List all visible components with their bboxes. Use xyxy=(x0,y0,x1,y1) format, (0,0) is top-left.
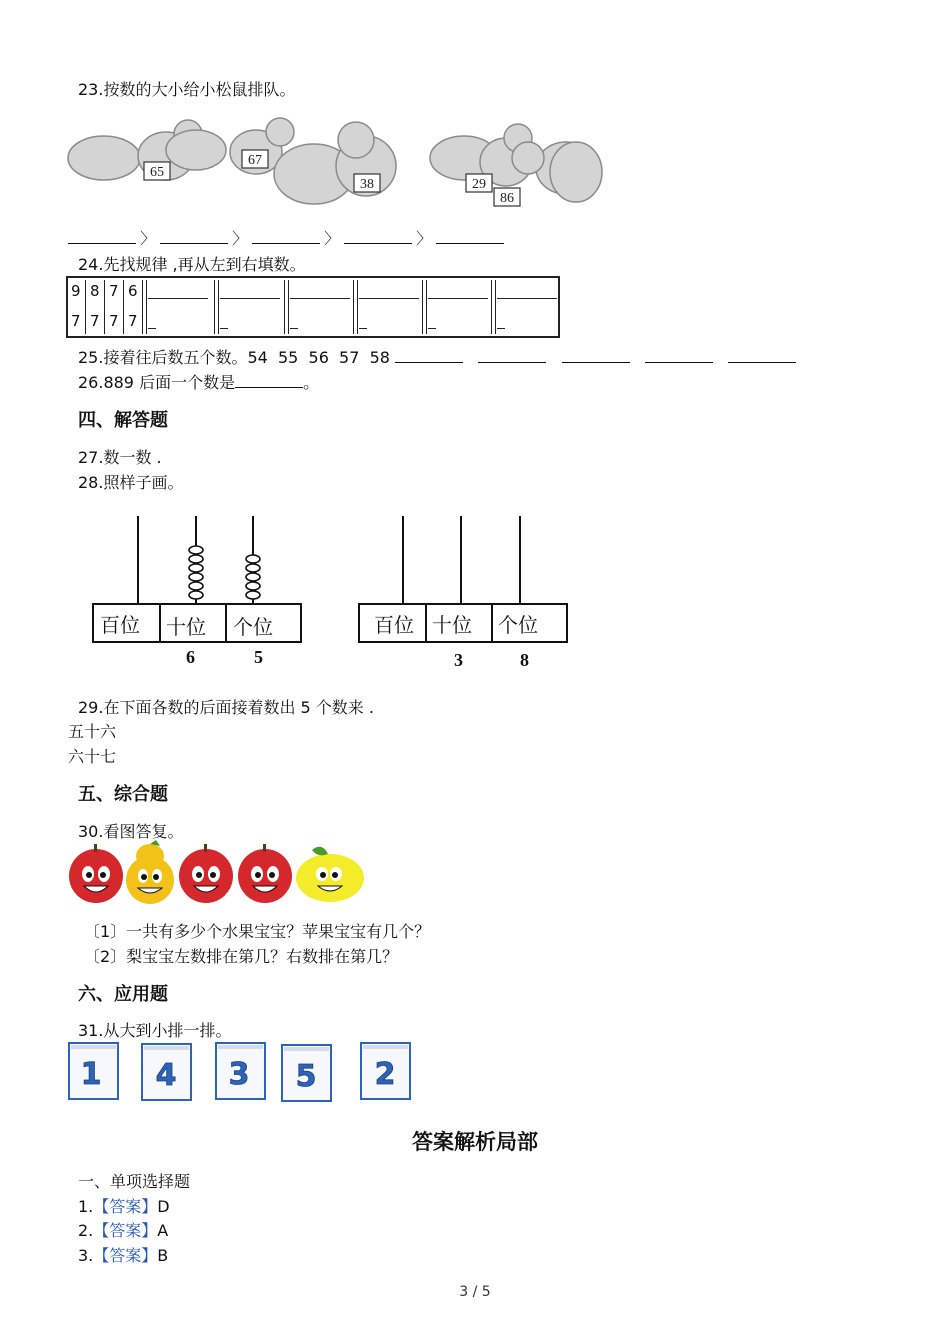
section-title: 六、应用题 xyxy=(78,984,168,1005)
squirrel-number: 86 xyxy=(500,191,514,206)
abacus-beads-tens xyxy=(189,546,203,599)
sequence-number: 54 xyxy=(247,348,268,367)
pattern-digit: 7 xyxy=(109,312,119,330)
pattern-blank[interactable] xyxy=(290,328,298,329)
answer-blank[interactable] xyxy=(436,229,504,244)
q29-item: 五十六 xyxy=(68,722,117,741)
apple-icon xyxy=(179,844,233,903)
number-card: 5 xyxy=(295,1059,317,1094)
squirrel-number: 65 xyxy=(150,165,164,180)
apple-icon xyxy=(238,844,292,903)
squirrel-illustration xyxy=(66,112,606,216)
place-label: 个位 xyxy=(498,613,538,637)
answer-blank[interactable] xyxy=(68,229,136,244)
answers-section: 一、单项选择题 xyxy=(78,1172,191,1191)
answer-blank[interactable] xyxy=(395,348,463,363)
answer-blank[interactable] xyxy=(645,348,713,363)
answer-blank[interactable] xyxy=(252,229,320,244)
pattern-digit: 7 xyxy=(128,312,138,330)
section-title: 五、综合题 xyxy=(78,784,168,805)
q23-title: 23.按数的大小给小松鼠排队。 xyxy=(78,80,296,99)
place-digit: 6 xyxy=(186,647,195,667)
pattern-blank[interactable] xyxy=(359,328,367,329)
answer-blank[interactable] xyxy=(235,373,303,388)
apple-icon xyxy=(69,844,123,903)
q23-answer-row: 〉 〉 〉 〉 xyxy=(68,226,504,249)
number-cards xyxy=(67,1040,417,1104)
place-digit: 8 xyxy=(520,650,529,670)
page-number: 3 / 5 xyxy=(459,1284,491,1300)
answer-item: 3.【答案】B xyxy=(78,1246,169,1265)
pattern-table xyxy=(66,276,560,338)
pattern-digit: 7 xyxy=(109,282,119,300)
q27-title: 27.数一数 . xyxy=(78,448,162,467)
q29-title: 29.在下面各数的后面接着数出 5 个数来 . xyxy=(78,698,374,717)
answer-blank[interactable] xyxy=(478,348,546,363)
place-label: 十位 xyxy=(432,613,472,637)
q30-title: 30.看图答复。 xyxy=(78,822,184,841)
answer-blank[interactable] xyxy=(344,229,412,244)
q30-sub1: 〔1〕一共有多少个水果宝宝？苹果宝宝有几个？ xyxy=(84,922,431,941)
q25-line: 25.接着往后数五个数。54 55 56 57 58 xyxy=(78,345,796,368)
answer-item: 1.【答案】D xyxy=(78,1197,170,1216)
answer-item: 2.【答案】A xyxy=(78,1221,169,1240)
pattern-blank[interactable] xyxy=(220,328,228,329)
pattern-digit: 6 xyxy=(128,282,138,300)
q30-sub2: 〔2〕梨宝宝左数排在第几？右数排在第几？ xyxy=(84,947,399,966)
answer-blank[interactable] xyxy=(728,348,796,363)
q28-title: 28.照样子画。 xyxy=(78,473,184,492)
number-card: 4 xyxy=(155,1058,177,1093)
place-digit: 5 xyxy=(254,647,263,667)
place-label: 个位 xyxy=(233,615,273,639)
abacus-diagram xyxy=(86,508,586,678)
q24-title: 24.先找规律 ,再从左到右填数。 xyxy=(78,255,306,274)
squirrel-number: 38 xyxy=(360,177,374,192)
sequence-number: 56 xyxy=(308,348,329,367)
number-card: 1 xyxy=(80,1057,102,1092)
pattern-blank[interactable] xyxy=(290,298,350,299)
squirrel-number: 67 xyxy=(248,153,262,168)
pattern-digit: 7 xyxy=(90,312,100,330)
sequence-number: 57 xyxy=(339,348,360,367)
place-digit: 3 xyxy=(454,650,463,670)
squirrel-number: 29 xyxy=(472,177,486,192)
pattern-blank[interactable] xyxy=(497,298,557,299)
place-label: 十位 xyxy=(166,615,206,639)
section-title: 四、解答题 xyxy=(78,410,168,431)
place-label: 百位 xyxy=(100,613,140,637)
pattern-blank[interactable] xyxy=(220,298,280,299)
fruit-babies-illustration xyxy=(68,840,370,906)
place-label: 百位 xyxy=(374,613,414,637)
pattern-blank[interactable] xyxy=(148,298,208,299)
pattern-digit: 7 xyxy=(71,312,81,330)
lemon-icon xyxy=(296,847,364,902)
pattern-digit: 8 xyxy=(90,282,100,300)
pattern-blank[interactable] xyxy=(148,328,156,329)
sequence-number: 58 xyxy=(369,348,390,367)
pattern-digit: 9 xyxy=(71,282,81,300)
answers-title: 答案解析局部 xyxy=(412,1130,538,1154)
pattern-blank[interactable] xyxy=(497,328,505,329)
answer-blank[interactable] xyxy=(160,229,228,244)
pattern-blank[interactable] xyxy=(428,328,436,329)
q26-line: 26.889 后面一个数是 。 xyxy=(78,373,320,392)
pattern-blank[interactable] xyxy=(428,298,488,299)
pattern-blank[interactable] xyxy=(359,298,419,299)
number-card: 3 xyxy=(228,1057,250,1092)
q29-item: 六十七 xyxy=(68,747,117,766)
q31-title: 31.从大到小排一排。 xyxy=(78,1021,232,1040)
number-card: 2 xyxy=(374,1057,396,1092)
sequence-number: 55 xyxy=(277,348,299,367)
pear-icon xyxy=(126,840,174,904)
answer-blank[interactable] xyxy=(562,348,630,363)
abacus-beads-ones xyxy=(246,555,260,599)
